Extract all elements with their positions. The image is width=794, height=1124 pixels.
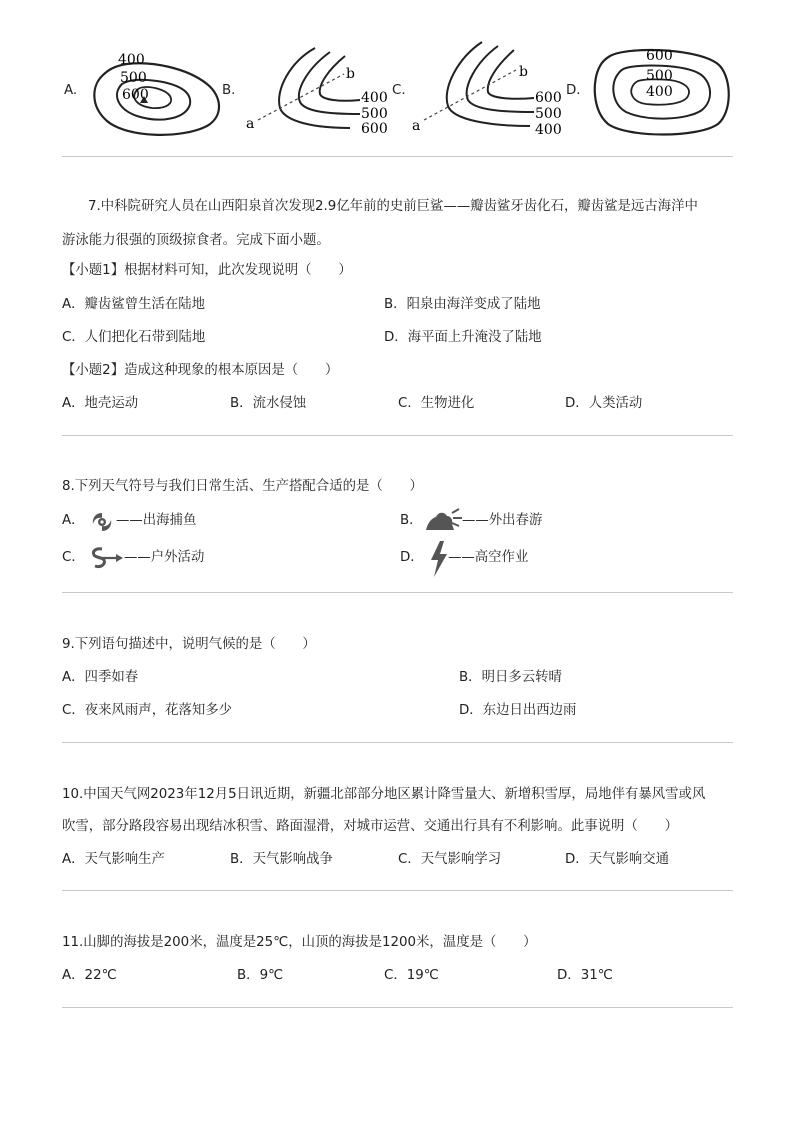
q7-sub2-option-d[interactable]: D．人类活动 xyxy=(565,396,643,411)
contour-label: 500 xyxy=(535,106,562,122)
q9-option-b[interactable]: B．明日多云转晴 xyxy=(459,670,562,685)
sandstorm-icon xyxy=(424,508,464,534)
divider xyxy=(62,592,733,593)
option-text: ——高空作业 xyxy=(448,550,529,565)
q7-stem-line2: 游泳能力很强的顶级掠食者。完成下面小题。 xyxy=(62,233,330,248)
q10-stem-line2: 吹雪，部分路段容易出现结冰积雪、路面湿滑，对城市运营、交通出行具有不利影响。此事说明（ ） xyxy=(62,819,678,834)
q9-stem: 9.下列语句描述中，说明气候的是（ ） xyxy=(62,637,316,652)
q6-option-d-letter: D. xyxy=(566,83,581,98)
q7-sub1-option-a[interactable]: A．瓣齿鲨曾生活在陆地 xyxy=(62,297,206,312)
divider xyxy=(62,1007,733,1008)
contour-map-c xyxy=(410,36,570,140)
option-text: ——外出春游 xyxy=(462,513,543,528)
divider xyxy=(62,742,733,743)
q10-stem-line1: 10.中国天气网2023年12月5日讯近期，新疆北部部分地区累计降雪量大、新增积雪厚，局地伴有暴风雪或风 xyxy=(62,787,706,802)
q11-stem: 11.山脚的海拔是200米，温度是25℃，山顶的海拔是1200米，温度是（ ） xyxy=(62,935,537,950)
option-letter: B． xyxy=(400,513,423,528)
q11-option-b[interactable]: B．9℃ xyxy=(237,968,284,983)
strong-wind-icon xyxy=(88,545,124,571)
q6-option-b-letter: B. xyxy=(222,83,236,98)
profile-line-label: b xyxy=(346,66,355,82)
q11-option-c[interactable]: C．19℃ xyxy=(384,968,439,983)
q7-sub2-stem: 【小题2】造成这种现象的根本原因是（ ） xyxy=(62,363,339,378)
typhoon-icon xyxy=(90,511,114,533)
divider xyxy=(62,435,733,436)
q6-option-c-letter: C. xyxy=(392,83,406,98)
contour-label: 500 xyxy=(120,70,147,86)
contour-map-b xyxy=(240,40,395,140)
q9-option-a[interactable]: A．四季如春 xyxy=(62,670,139,685)
q7-sub2-option-b[interactable]: B．流水侵蚀 xyxy=(230,396,307,411)
q11-option-d[interactable]: D．31℃ xyxy=(557,968,613,983)
q7-sub1-option-d[interactable]: D．海平面上升淹没了陆地 xyxy=(384,330,542,345)
divider xyxy=(62,156,733,157)
lightning-icon xyxy=(428,540,450,578)
q10-option-c[interactable]: C．天气影响学习 xyxy=(398,852,502,867)
option-letter: C． xyxy=(62,550,85,565)
option-text: ——户外活动 xyxy=(124,550,205,565)
contour-label: 400 xyxy=(646,84,673,100)
contour-label: 600 xyxy=(361,121,388,137)
option-letter: D． xyxy=(400,550,424,565)
contour-label: 600 xyxy=(535,90,562,106)
q10-option-a[interactable]: A．天气影响生产 xyxy=(62,852,165,867)
q10-option-d[interactable]: D．天气影响交通 xyxy=(565,852,670,867)
contour-label: 500 xyxy=(361,106,388,122)
option-text: ——出海捕鱼 xyxy=(116,513,197,528)
q8-stem: 8.下列天气符号与我们日常生活、生产搭配合适的是（ ） xyxy=(62,479,423,494)
contour-map-d xyxy=(588,40,734,140)
contour-label: 400 xyxy=(118,52,145,68)
contour-label: 400 xyxy=(361,90,388,106)
q10-option-b[interactable]: B．天气影响战争 xyxy=(230,852,333,867)
q7-stem-line1: 7.中科院研究人员在山西阳泉首次发现2.9亿年前的史前巨鲨——瓣齿鲨牙齿化石，瓣齿鲨是远古海洋中 xyxy=(88,199,698,214)
profile-line-label: a xyxy=(246,116,255,132)
q9-option-d[interactable]: D．东边日出西边雨 xyxy=(459,703,577,718)
divider xyxy=(62,890,733,891)
q11-option-a[interactable]: A．22℃ xyxy=(62,968,117,983)
contour-label: 600 xyxy=(122,87,149,103)
q7-sub1-stem: 【小题1】根据材料可知，此次发现说明（ ） xyxy=(62,263,352,278)
contour-label: 400 xyxy=(535,122,562,138)
q9-option-c[interactable]: C．夜来风雨声，花落知多少 xyxy=(62,703,233,718)
q7-sub1-option-c[interactable]: C．人们把化石带到陆地 xyxy=(62,330,206,345)
q7-sub1-option-b[interactable]: B．阳泉由海洋变成了陆地 xyxy=(384,297,541,312)
contour-map-a xyxy=(82,46,227,142)
contour-label: 600 xyxy=(646,48,673,64)
q6-option-a-letter: A. xyxy=(64,83,78,98)
q7-sub2-option-c[interactable]: C．生物进化 xyxy=(398,396,475,411)
profile-line-label: b xyxy=(519,64,528,80)
profile-line-label: a xyxy=(412,118,421,134)
q7-sub2-option-a[interactable]: A．地壳运动 xyxy=(62,396,139,411)
contour-label: 500 xyxy=(646,68,673,84)
option-letter: A． xyxy=(62,513,85,528)
